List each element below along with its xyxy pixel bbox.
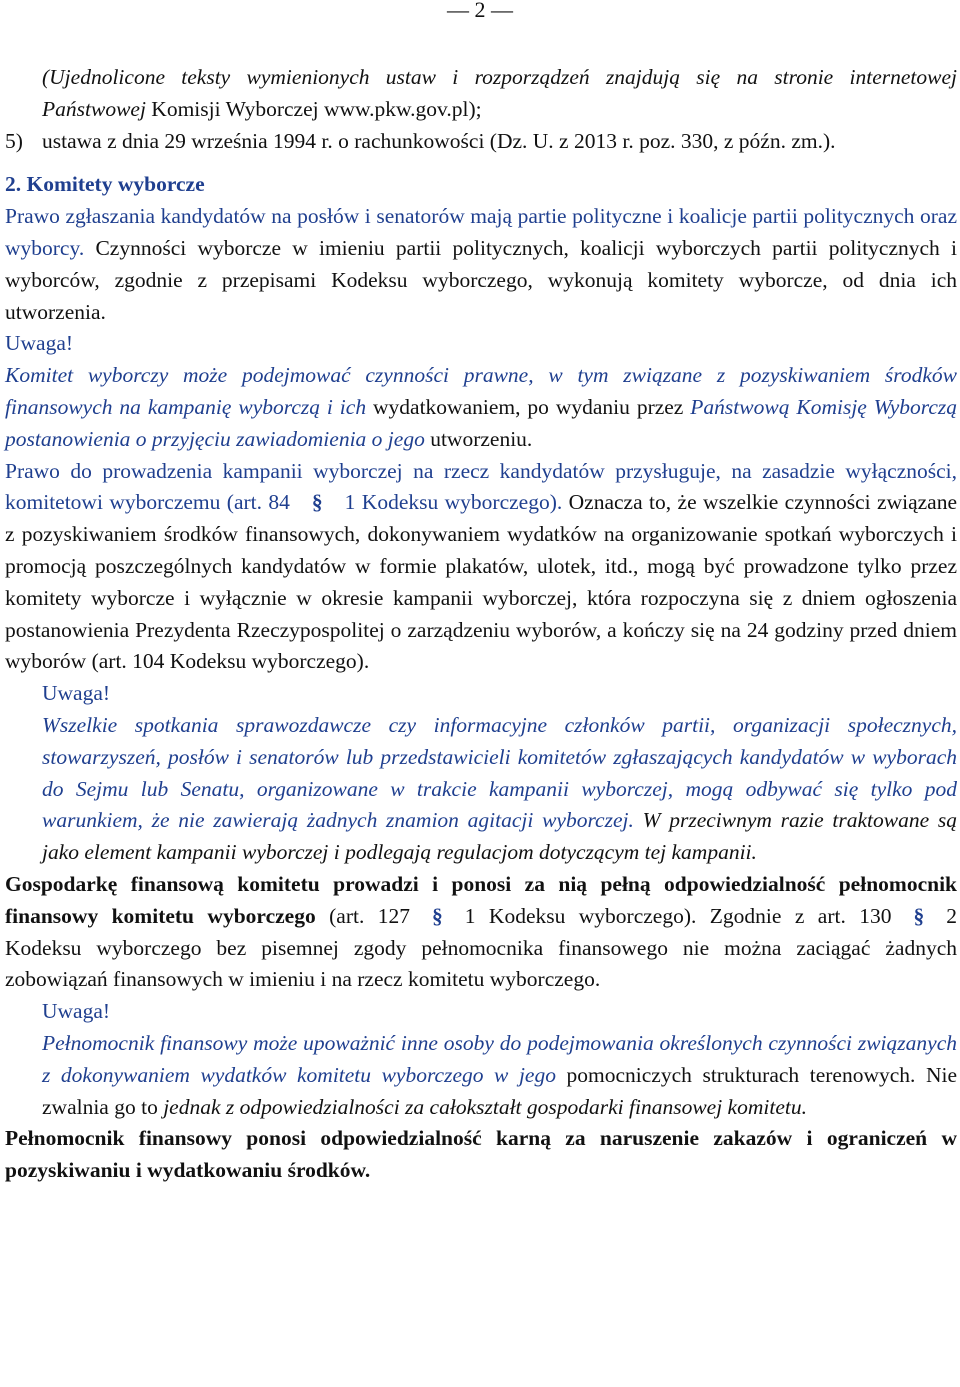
intro-source-note — [5, 62, 957, 126]
warning2-blue: Wszelkie spotkania sprawozdawcze czy informacyjne członków partii, organizacji społecznych, stowarzyszeń, posłów i senatorów lub przedstawicieli komitetów zgłaszających kandydatów w wyborach do Sejmu lub Senatu, organizowane w trakcie kampanii wyborczej, mogą odbywać się tylko pod warunkiem, że nie zawierają żadnych znamion agitacji wyborczej. — [42, 712, 957, 833]
warning-italic-2: Państwową Komisję Wyborczą postanowienia o przyjęciu zawiadomienia o jego — [5, 394, 957, 451]
intro-italic: (Ujednolicone teksty wymienionych ustaw i rozporządzeń znajdują się na stronie internetowej Państwowej — [42, 65, 957, 121]
warning-label-2: Uwaga! — [42, 681, 111, 706]
warning-label: Uwaga! — [5, 331, 74, 356]
final-paragraph: Pełnomocnik finansowy ponosi odpowiedzialność karną za naruszenie zakazów i ograniczeń w pozyskiwaniu i wydatkowaniu środków. — [5, 1126, 957, 1183]
warning-text-3 — [5, 1028, 957, 1123]
paragraph-normal: Czynności wyborcze w imieniu partii politycznych, koalicji wyborczych partii politycznych i wyborców, zgodnie z przepisami Kodeksu wyborczego, wykonują komitety wyborcze, od dnia ich utworzenia. — [5, 235, 957, 324]
section-sign-3: § — [913, 903, 925, 928]
list-number: 5) — [5, 128, 23, 153]
finance-b: 1 Kodeksu wyborczego). Zgodnie z art. 130 — [464, 903, 892, 928]
campaign-blue-2: 1 Kodeksu wyborczego). — [344, 490, 563, 515]
warning-end: utworzeniu. — [424, 426, 533, 451]
paragraph-blue: Prawo zgłaszania kandydatów na posłów i senatorów mają partie polityczne i koalicje partii politycznych oraz wyborcy. — [5, 204, 957, 260]
finance-a: (art. 127 — [315, 903, 410, 928]
paragraph-finance — [5, 869, 957, 996]
list-item-5 — [5, 126, 957, 158]
warning-normal: wydatkowaniem, po wydaniu przez — [366, 394, 691, 419]
warning-italic: Komitet wyborczy może podejmować czynności prawne, w tym związane z pozyskiwaniem środków finansowych na kampanię wyborczą i ich — [5, 363, 957, 419]
warning-text-2 — [5, 710, 957, 869]
campaign-normal: Oznacza to, że wszelkie czynności związane z pozyskiwaniem środków finansowych, dokonywaniem wydatków na organizowanie spotkań wyborczych i promocją poszczególnych kandydatów w formie plakatów, ulotek, itd., mogą być prowadzone tylko przez komitety wyborcze i wyłącznie w okresie kampanii wyborczej, która rozpoczyna się z dniem ogłoszenia postanowienia Prezydenta Rzeczypospolitej o zarządzeniu wyborów, a kończy się na 24 godziny przed dniem wyborów (art. 104 Kodeksu wyborczego). — [5, 490, 957, 674]
warning-label-3: Uwaga! — [42, 999, 111, 1024]
paragraph-committees — [5, 201, 957, 328]
section-sign-2: § — [432, 903, 443, 928]
campaign-blue: Prawo do prowadzenia kampanii wyborczej na rzecz kandydatów przysługuje, na zasadzie wyłączności, komitetowi wyborczemu (art. 84 — [5, 458, 957, 515]
list-text: ustawa z dnia 29 września 1994 r. o rachunkowości (Dz. U. z 2013 r. poz. 330, z późn. zm.). — [42, 128, 836, 153]
section-heading: 2. Komitety wyborcze — [5, 172, 205, 197]
warning3-blue: Pełnomocnik finansowy może upoważnić inne osoby do podejmowania określonych czynności związanych z dokonywaniem wydatków komitetu wyborczego w jego — [42, 1030, 957, 1087]
section-sign: § — [311, 490, 323, 515]
warning-text — [5, 360, 957, 455]
warning3-normal: pomocniczych strukturach terenowych. Nie zwalnia go to — [42, 1062, 957, 1119]
document-content — [5, 62, 957, 1187]
warning2-rest: W przeciwnym razie traktowane są jako element kampanii wyborczej i podlegają regulacjom dotyczącym tej kampanii. — [42, 808, 958, 865]
warning3-italic-end: jednak z odpowiedzialności za całokształt gospodarki finansowej komitetu. — [157, 1094, 807, 1119]
finance-bold: Gospodarkę finansową komitetu prowadzi i ponosi za nią pełną odpowiedzialność pełnomocnik finansowy komitetu wyborczego — [5, 871, 957, 928]
paragraph-campaign — [5, 456, 957, 679]
page-number: — 2 — — [447, 0, 513, 22]
intro-normal: Komisji Wyborczej www.pkw.gov.pl); — [145, 96, 482, 121]
finance-c: 2 Kodeksu wyborczego bez pisemnej zgody pełnomocnika finansowego nie można zaciągać żadnych zobowiązań finansowych w imieniu i na rzecz komitetu wyborczego. — [5, 903, 958, 992]
